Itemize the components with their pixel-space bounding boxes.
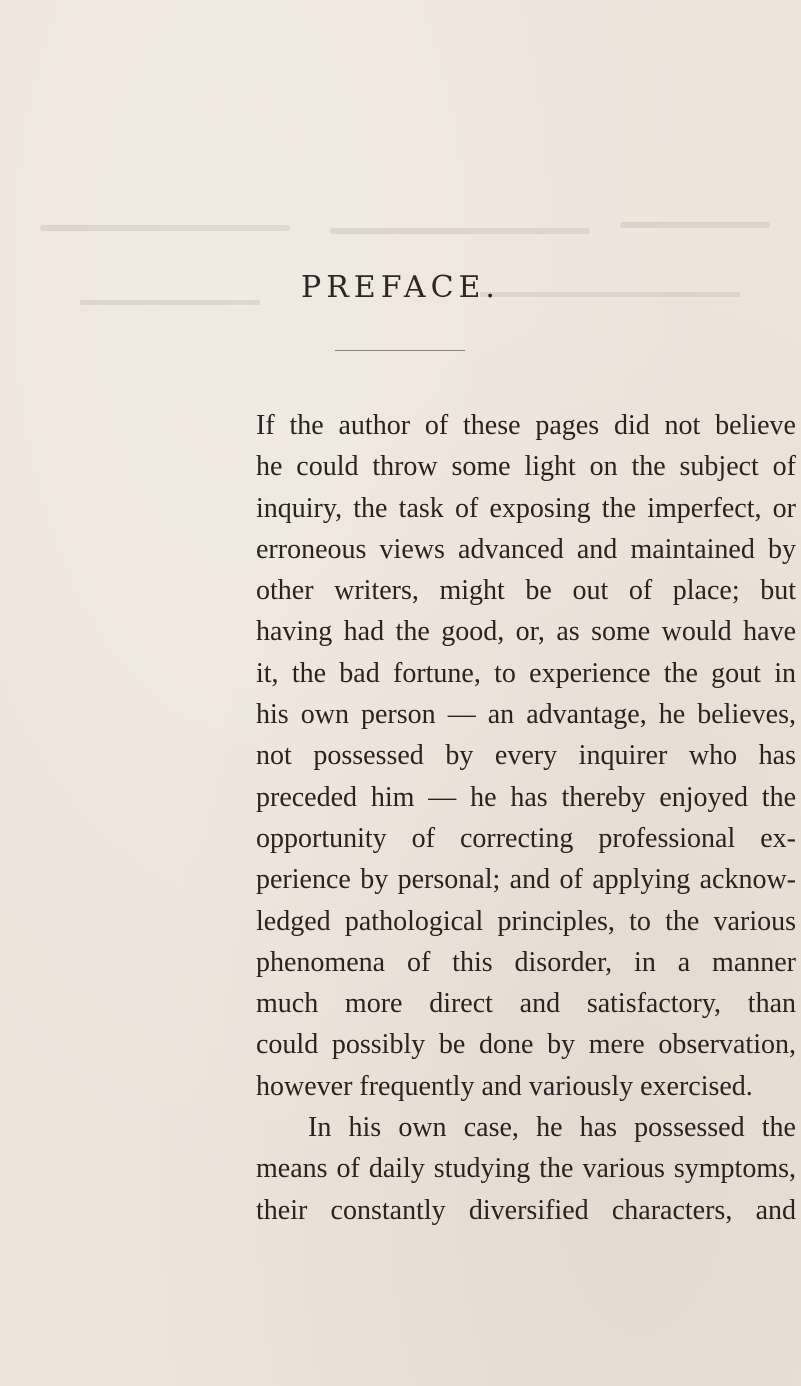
text-line: erroneous views advanced and maintained by — [256, 533, 796, 565]
text-line: it, the bad fortune, to experience the gout in — [256, 657, 796, 689]
text-line: means of daily studying the various symptoms, — [256, 1153, 796, 1185]
text-line: inquiry, the task of exposing the imperfect, or — [256, 492, 796, 524]
text-line: other writers, might be out of place; but — [256, 575, 796, 607]
text-line: their constantly diversified characters, and — [256, 1194, 796, 1226]
text-line: not possessed by every inquirer who has — [256, 740, 796, 772]
text-line: In his own case, he has possessed the — [308, 1112, 796, 1144]
text-line: he could throw some light on the subject of — [256, 451, 796, 483]
preface-paragraph — [256, 405, 796, 1231]
text-line: however frequently and variously exercised. — [256, 1070, 753, 1102]
text-line: If the author of these pages did not believe — [256, 410, 796, 441]
text-line: could possibly be done by mere observation, — [256, 1029, 796, 1061]
text-line: phenomena of this disorder, in a manner — [256, 946, 796, 978]
page-title: PREFACE. — [301, 270, 500, 305]
text-line: perience by personal; and of applying acknow- — [256, 864, 796, 896]
text-line: preceded him — he has thereby enjoyed the — [256, 781, 796, 813]
text-line: ledged pathological principles, to the various — [256, 905, 796, 937]
text-line: his own person — an advantage, he believes, — [256, 699, 796, 731]
text-line: much more direct and satisfactory, than — [256, 988, 796, 1020]
text-line: opportunity of correcting professional ex- — [256, 822, 796, 854]
text-line: having had the good, or, as some would have — [256, 616, 796, 648]
title-divider — [335, 350, 465, 351]
